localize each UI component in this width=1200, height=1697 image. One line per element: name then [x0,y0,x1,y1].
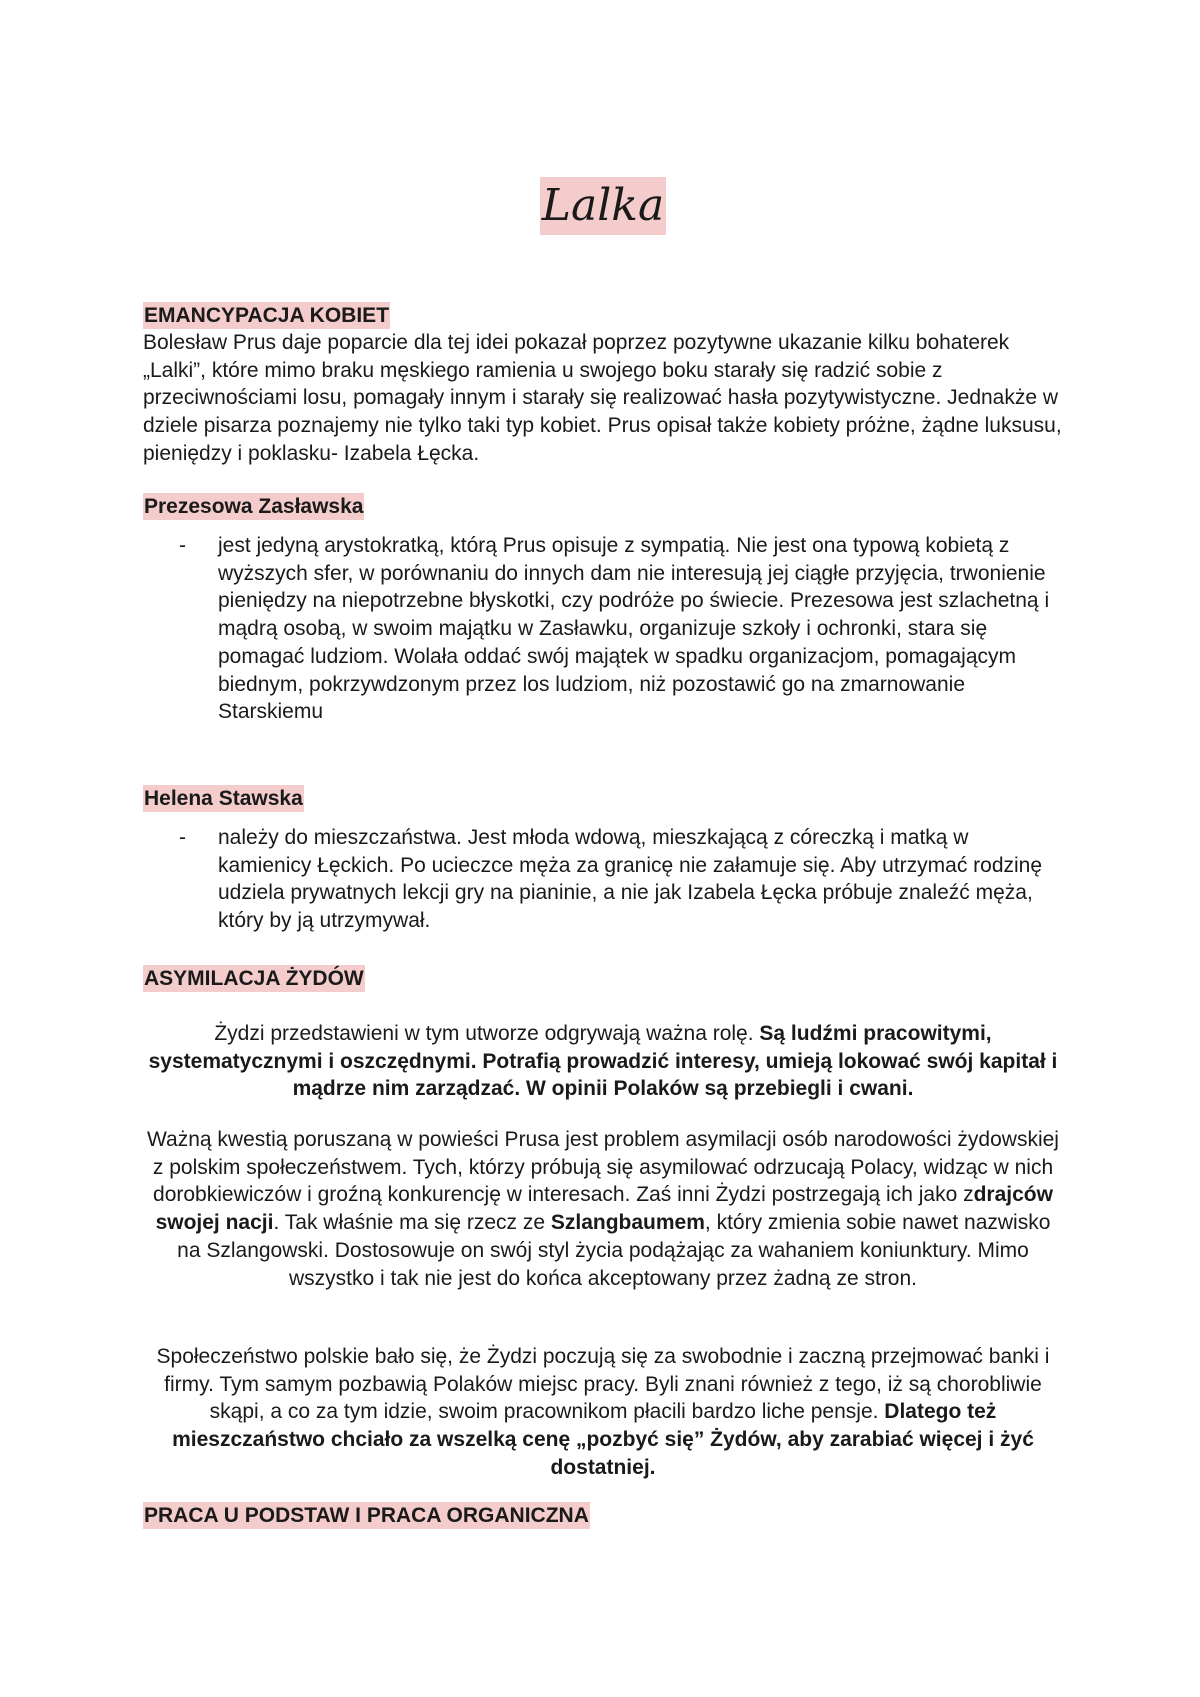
bold-run: drajców swojej nacji [155,1183,1053,1235]
section-heading-zaslawska: Prezesowa Zasławska [144,495,364,518]
paragraph-asymilacja-2 [143,1126,1063,1292]
section-praca [143,1502,1063,1529]
bold-run: Dlatego też mieszczaństwo chciało za wszelką cenę „pozbyć się” Żydów, aby zarabiać więcej i żyć dostatniej. [172,1400,1034,1479]
section-asymilacja [143,965,1063,992]
paragraph-asymilacja-1 [143,1020,1063,1103]
bold-run: Szlangbaumem [550,1211,705,1235]
section-zaslawska [143,493,1063,726]
document-title: Lalka [540,177,666,235]
bullet-text-stawska: należy do mieszczaństwa. Jest młoda wdową, mieszkającą z córeczką i matką w kamienicy Łęckich. Po ucieczce męża za granicę nie załamuje się. Aby utrzymać rodzinę udziela prywatnych lekcji gry na pianinie, a nie jak Izabela Łęcka próbuje znaleźć męża, który by ją utrzymywał. [218,826,1043,933]
section-heading-emancypacja: EMANCYPACJA KOBIET [144,304,390,327]
title-container [143,177,1063,235]
text-run: Społeczeństwo polskie bało się, że Żydzi poczują się za swobodnie i zaczną przejmować banki i firmy. Tym samym pozbawią Polaków miejsc pracy. Byli znani również z tego, iż są chorobliwie skąpi, a co za tym idzie, swoim pracownikom płacili bardzo liche pensje. [156,1345,1050,1424]
bold-run: Są ludźmi pracowitymi, systematycznymi i oszczędnymi. Potrafią prowadzić interesy, umieją lokować swój kapitał i mądrze nim zarządzać. W opinii Polaków są przebiegli i cwani. [148,1022,1058,1101]
section-heading-asymilacja: ASYMILACJA ŻYDÓW [144,967,364,990]
bullet-stawska [143,824,1063,935]
section-heading-stawska: Helena Stawska [144,787,303,810]
bullet-dash: - [179,534,186,557]
text-run: , który zmienia sobie nawet nazwisko na Szlangowski. Dostosowuje on swój styl życia podążając za wahaniem koniunktury. Mimo wszystko i tak nie jest do końca akceptowany przez żadną ze stron. [177,1211,1051,1290]
paragraph-asymilacja-3 [143,1343,1063,1482]
bullet-zaslawska [143,532,1063,726]
section-stawska [143,785,1063,935]
section-heading-praca: PRACA U PODSTAW I PRACA ORGANICZNA [144,1504,589,1527]
bullet-dash: - [179,826,186,849]
section-emancypacja [143,302,1063,468]
text-run: . Tak właśnie ma się rzecz ze [273,1211,551,1235]
bullet-text-zaslawska: jest jedyną arystokratką, którą Prus opisuje z sympatią. Nie jest ona typową kobietą z wyższych sfer, w porównaniu do innych dam nie interesują jej ciągłe przyjęcia, trwonienie pieniędzy na niepotrzebne błyskotki, czy podróże po świecie. Prezesowa jest szlachetną i mądrą osobą, w swoim majątku w Zasławku, organizuje szkoły i ochronki, stara się pomagać ludziom. Wolała oddać swój majątek w spadku organizacjom, pomagającym biednym, pokrzywdzonym przez los ludziom, niż pozostawić go na zmarnowanie Starskiemu [218,534,1050,724]
text-run: Ważną kwestią poruszaną w powieści Prusa jest problem asymilacji osób narodowości żydowskiej z polskim społeczeństwem. Tych, którzy próbują się asymilować odrzucają Polacy, widząc w nich dorobkiewiczów i groźną konkurencję w interesach. Zaś inni Żydzi postrzegają ich jako z [147,1128,1059,1207]
paragraph-emancypacja: Bolesław Prus daje poparcie dla tej idei pokazał poprzez pozytywne ukazanie kilku bohaterek „Lalki”, które mimo braku męskiego ramienia u swojego boku starały się radzić sobie z przeciwnościami losu, pomagały innym i starały się realizować hasła pozytywistyczne. Jednakże w dziele pisarza poznajemy nie tylko taki typ kobiet. Prus opisał także kobiety próżne, żądne luksusu, pieniędzy i poklasku- Izabela Łęcka. [143,331,1062,465]
text-run: Żydzi przedstawieni w tym utworze odgrywają ważna rolę. [214,1022,760,1045]
